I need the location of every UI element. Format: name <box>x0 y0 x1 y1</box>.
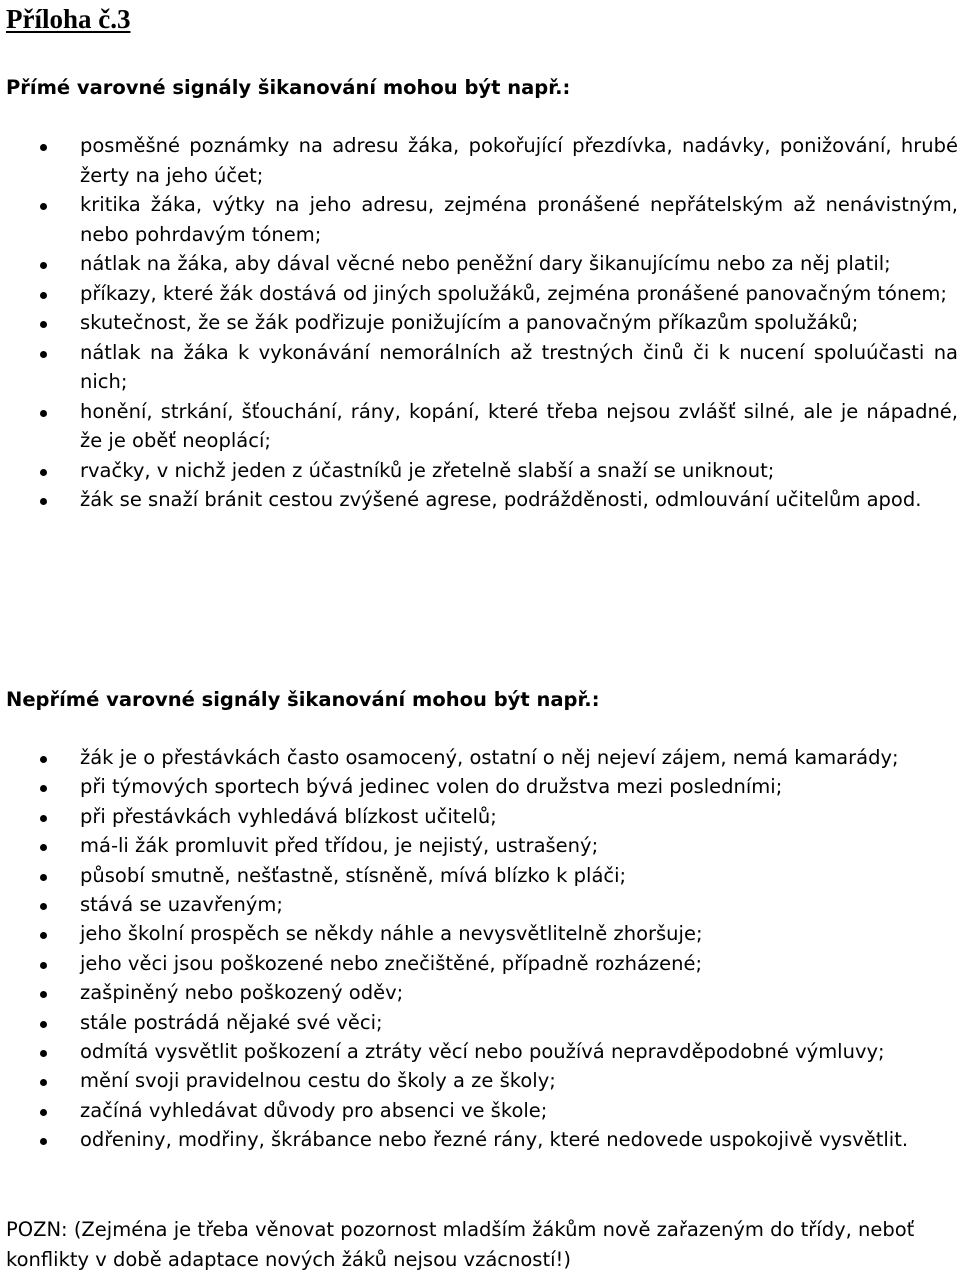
list-item-text: působí smutně, nešťastně, stísněně, mívá blízko k pláči; <box>80 863 627 887</box>
direct-signals-list <box>0 131 960 515</box>
list-item <box>0 338 960 397</box>
list-item-text: nátlak na žáka k vykonávání nemorálních až trestných činů či k nucení spoluúčasti na nich; <box>80 340 958 393</box>
list-item-text: stále postrádá nějaké své věci; <box>80 1010 383 1034</box>
list-item <box>0 397 960 456</box>
list-item-text: kritika žáka, výtky na jeho adresu, zejména pronášené nepřátelským až nenávistným, nebo pohrdavým tónem; <box>80 193 958 246</box>
list-item <box>0 249 960 279</box>
list-item <box>0 190 960 249</box>
bullet-icon <box>40 469 47 476</box>
bullet-icon <box>40 1109 47 1116</box>
bullet-icon <box>40 351 47 358</box>
bullet-icon <box>40 932 47 939</box>
list-item <box>0 831 960 860</box>
list-item-text: při týmových sportech bývá jedinec volen do družstva mezi posledními; <box>80 775 783 799</box>
list-item-text: má-li žák promluvit před třídou, je nejistý, ustrašený; <box>80 834 599 858</box>
list-item <box>0 131 960 190</box>
list-item-text: rvačky, v nichž jeden z účastníků je zřetelně slabší a snaží se uniknout; <box>80 458 775 482</box>
list-item <box>0 1125 960 1154</box>
list-item-text: odřeniny, modřiny, škrábance nebo řezné rány, které nedovede uspokojivě vysvětlit. <box>80 1128 909 1152</box>
list-item <box>0 1037 960 1066</box>
bullet-icon <box>40 292 47 299</box>
indirect-signals-list <box>0 743 960 1155</box>
bullet-icon <box>40 321 47 328</box>
list-item <box>0 279 960 309</box>
bullet-icon <box>40 262 47 269</box>
list-item-text: nátlak na žáka, aby dával věcné nebo peněžní dary šikanujícímu nebo za něj platil; <box>80 252 891 275</box>
list-item-text: mění svoji pravidelnou cestu do školy a ze školy; <box>80 1069 556 1093</box>
list-item <box>0 743 960 772</box>
list-item <box>0 308 960 338</box>
list-item-text: při přestávkách vyhledává blízkost učitelů; <box>80 804 497 828</box>
list-item-text: žák je o přestávkách často osamocený, ostatní o něj nejeví zájem, nemá kamarády; <box>80 746 899 769</box>
bullet-icon <box>40 498 47 505</box>
list-item-text: stává se uzavřeným; <box>80 893 283 917</box>
bullet-icon <box>40 1079 47 1086</box>
list-item-text: zašpiněný nebo poškozený oděv; <box>80 981 404 1005</box>
list-item <box>0 1096 960 1125</box>
list-item-text: příkazy, které žák dostává od jiných spolužáků, zejména pronášené panovačným tónem; <box>80 281 947 305</box>
bullet-icon <box>40 815 47 822</box>
bullet-icon <box>40 991 47 998</box>
bullet-icon <box>40 410 47 417</box>
indirect-signals-heading: Nepřímé varovné signály šikanování mohou být např.: <box>6 688 600 711</box>
list-item <box>0 861 960 890</box>
bullet-icon <box>40 756 47 763</box>
bullet-icon <box>40 1021 47 1028</box>
list-item-text: honění, strkání, šťouchání, rány, kopání, které třeba nejsou zvlášť silné, ale je nápadné, že je oběť neoplácí; <box>80 399 958 452</box>
list-item <box>0 485 960 515</box>
annex-title: Příloha č.3 <box>6 4 131 34</box>
list-item <box>0 772 960 801</box>
list-item-text: jeho školní prospěch se někdy náhle a nevysvětlitelně zhoršuje; <box>80 922 703 946</box>
direct-signals-heading: Přímé varovné signály šikanování mohou být např.: <box>6 76 571 99</box>
list-item-text: začíná vyhledávat důvody pro absenci ve škole; <box>80 1098 548 1122</box>
bullet-icon <box>40 1050 47 1057</box>
list-item-text: posměšné poznámky na adresu žáka, pokořující přezdívka, nadávky, ponižování, hrubé žerty na jeho účet; <box>80 134 958 187</box>
list-item <box>0 456 960 486</box>
bullet-icon <box>40 144 47 151</box>
list-item <box>0 978 960 1007</box>
bullet-icon <box>40 903 47 910</box>
list-item <box>0 1066 960 1095</box>
bullet-icon <box>40 203 47 210</box>
list-item-text: skutečnost, že se žák podřizuje ponižujícím a panovačným příkazům spolužáků; <box>80 311 859 334</box>
bullet-icon <box>40 962 47 969</box>
bullet-icon <box>40 874 47 881</box>
list-item <box>0 919 960 948</box>
list-item <box>0 802 960 831</box>
bullet-icon <box>40 1138 47 1145</box>
note-paragraph: POZN: (Zejména je třeba věnovat pozornost mladším žákům nově zařazeným do třídy, neboť konflikty v době adaptace nových žáků nejsou vzácností!) <box>6 1218 915 1271</box>
list-item-text: jeho věci jsou poškozené nebo znečištěné, případně rozházené; <box>80 951 703 975</box>
bullet-icon <box>40 785 47 792</box>
list-item-text: odmítá vysvětlit poškození a ztráty věcí nebo používá nepravděpodobné výmluvy; <box>80 1040 885 1064</box>
bullet-icon <box>40 844 47 851</box>
list-item <box>0 949 960 978</box>
list-item <box>0 1008 960 1037</box>
list-item <box>0 890 960 919</box>
list-item-text: žák se snaží bránit cestou zvýšené agrese, podrážděnosti, odmlouvání učitelům apod. <box>80 488 922 511</box>
